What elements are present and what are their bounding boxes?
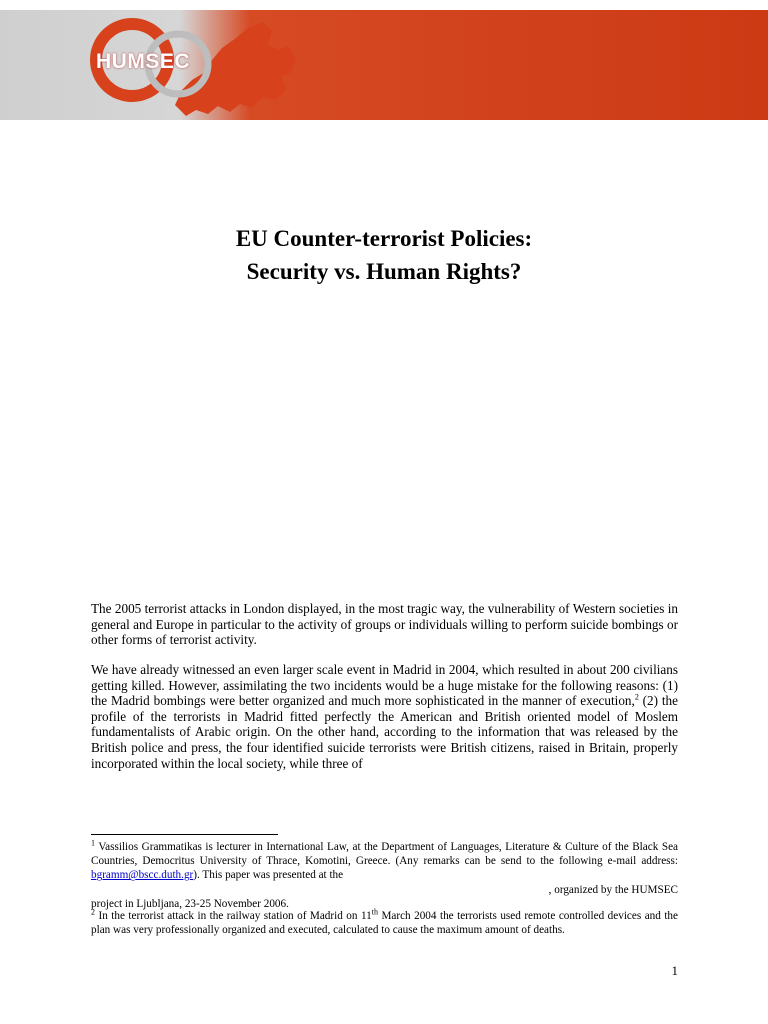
header-banner <box>0 10 768 120</box>
title-line-1: EU Counter-terrorist Policies: <box>235 226 533 251</box>
footnote-2-text-b: March 2004 the terrorists used remote controlled devices and the plan was very professionally organized and executed, calculated to cause the maximum amount of deaths. <box>91 910 678 937</box>
paragraph-1: The 2005 terrorist attacks in London displayed, in the most tragic way, the vulnerability of Western societies in general and Europe in particular to the activity of groups or individuals willing to perform suicide bombings or other forms of terrorist activity. <box>91 601 678 648</box>
title-line-2: Security vs. Human Rights? <box>246 259 522 284</box>
footnote-ref-2[interactable]: 2 <box>634 692 639 702</box>
paragraph-2-part-b: (2) the profile of the terrorists in Madrid fitted perfectly the American and British oriented model of Moslem fundamentalists of Arabic origin. On the other hand, according to the information that was released by the British police and press, the four identified suicide terrorists were British citizens, raised in Britain, properly incorporated within the local society, while three of <box>91 693 678 771</box>
author-email-link[interactable]: bgramm@bscc.duth.gr <box>91 869 194 882</box>
footnote-divider <box>91 834 278 835</box>
paragraph-2 <box>91 662 678 771</box>
paragraph-2-part-a: We have already witnessed an even larger scale event in Madrid in 2004, which resulted in about 200 civilians getting killed. However, assimilating the two incidents would be a huge mistake for the following reasons: (1) the Madrid bombings were better organized and much more sophisticated in the manner of execution, <box>91 662 678 709</box>
footnote-1-number: 1 <box>91 838 95 848</box>
footnote-2-text-a: In the terrorist attack in the railway station of Madrid on 11 <box>95 910 372 922</box>
logo-text: HUMSEC <box>96 50 191 73</box>
footnote-2-superscript: th <box>371 907 378 917</box>
footnote-1-text-b: ). This paper was presented at the <box>193 869 344 882</box>
document-title <box>0 222 768 288</box>
footnote-2 <box>91 909 678 937</box>
page-number: 1 <box>671 963 678 978</box>
footnote-2-number: 2 <box>91 907 95 917</box>
footnote-1-text-c: , organized by the HUMSEC <box>548 883 678 896</box>
footnote-1 <box>91 840 678 911</box>
footnote-1-text-a: Vassilios Grammatikas is lecturer in International Law, at the Department of Languages, Literature & Culture of the Black Sea Countries, Democritus University of Thrace, Komotini, Greece. (Any remarks can be send to the following e-mail address: <box>91 841 678 868</box>
footnote-1-text-d: project in Ljubljana, 23-25 November 2006. <box>91 897 289 910</box>
